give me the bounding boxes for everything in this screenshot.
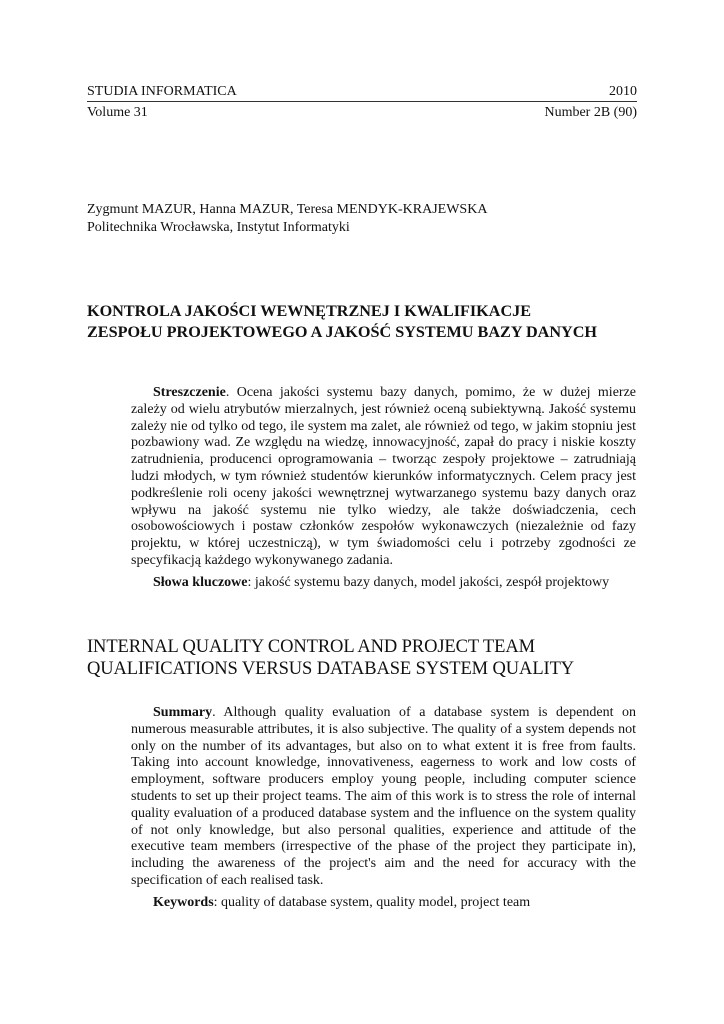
keywords-english-text: : quality of database system, quality model, project team — [213, 894, 531, 910]
author-affiliation: Politechnika Wrocławska, Instytut Informatyki — [87, 220, 350, 235]
abstract-english — [131, 705, 636, 912]
volume-number: Volume 31 — [87, 105, 148, 120]
title-english-line2: QUALIFICATIONS VERSUS DATABASE SYSTEM QUALITY — [87, 659, 575, 679]
abstract-polish-label: Streszczenie — [153, 385, 226, 400]
keywords-english — [131, 895, 636, 912]
keywords-english-label: Keywords — [153, 894, 214, 910]
abstract-english-text: . Although quality evaluation of a database system is dependent on numerous measurable attributes, it is also subjective. The quality of a system depends not only on the number of its advantages, but also on to what extent it is free from faults. Taking into account knowledge, innovativeness, eagerness to work and low costs of employment, software producers employ young people, including computer science students to set up their project teams. The aim of this work is to stress the role of internal quality evaluation of a produced database system and the influence on the system quality of not only knowledge, but also personal qualities, experience and attitude of the executive team members (irrespective of the phase of the project they participate in), including the awareness of the project's aim and the need for accuracy with the specification of each realised task. — [131, 705, 636, 888]
abstract-polish-text: . Ocena jakości systemu bazy danych, pomimo, że w dużej mierze zależy od wielu atrybutów mierzalnych, jest również oceną subiektywną. Jakość systemu zależy nie od tylko od tego, ile system ma zalet, ale również od tego, w jakim stopniu jest pozbawiony wad. Ze względu na wiedzę, innowacyjność, zapał do pracy i niskie koszty zatrudnienia, producenci oprogramowania – tworząc zespoły projektowe – zatrudniają ludzi młodych, w tym również studentów kierunków informatycznych. Celem pracy jest podkreślenie roli oceny jakości wewnętrznej wytwarzanego systemu bazy danych oraz wpływu na jakość systemu nie tylko wiedzy, ale także doświadczenia, cech osobowościowych i postaw członków zespołów wykonawczych (niezależnie od fazy projektu, w której uczestniczą), w tym świadomości celu i potrzeby zgodności ze specyfikacją każdego wykonywanego zadania. — [131, 385, 636, 568]
title-polish — [87, 301, 647, 343]
issue-number: Number 2B (90) — [544, 105, 637, 120]
author-names: Zygmunt MAZUR, Hanna MAZUR, Teresa MENDYK-KRAJEWSKA — [87, 202, 488, 217]
abstract-english-label: Summary — [153, 705, 213, 720]
title-english — [87, 636, 647, 680]
author-block — [87, 201, 637, 237]
keywords-polish-text: : jakość systemu bazy danych, model jakości, zespół projektowy — [247, 574, 610, 590]
keywords-polish — [131, 575, 636, 592]
title-english-line1: INTERNAL QUALITY CONTROL AND PROJECT TEAM — [87, 637, 535, 657]
header-rule — [87, 101, 637, 102]
journal-name: STUDIA INFORMATICA — [87, 84, 237, 99]
abstract-english-paragraph — [131, 705, 636, 890]
title-polish-line2: ZESPOŁU PROJEKTOWEGO A JAKOŚĆ SYSTEMU BAZY DANYCH — [87, 323, 597, 341]
abstract-polish-paragraph — [131, 385, 636, 570]
abstract-polish — [131, 385, 636, 592]
publication-year: 2010 — [609, 84, 637, 99]
title-polish-line1: KONTROLA JAKOŚCI WEWNĘTRZNEJ I KWALIFIKACJE — [87, 302, 532, 320]
keywords-polish-label: Słowa kluczowe — [153, 574, 248, 590]
